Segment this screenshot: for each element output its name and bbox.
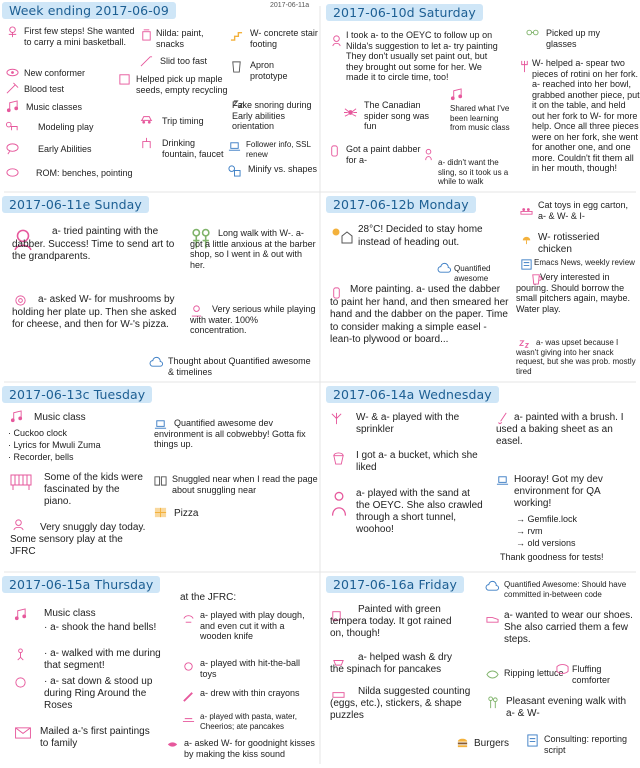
note-kisses: a- asked W- for goodnight kisses by making the kiss sound (184, 738, 315, 759)
note-lyrics: · Lyrics for Mwuli Zuma (8, 440, 101, 450)
music-note-icon (6, 100, 19, 113)
note-pasta: a- played with pasta, water, Cheerios; ate pancakes (200, 712, 297, 731)
note-spinach: a- helped wash & dry the spinach for pancakes (330, 652, 452, 675)
section-week (0, 0, 320, 192)
conformer-icon (6, 66, 19, 79)
note-crayons: a- drew with thin crayons (200, 688, 300, 698)
crawling-baby-icon (6, 120, 19, 133)
note-jfrc: at the JFRC: (180, 592, 237, 603)
walking-icon (14, 648, 27, 661)
note-burgers: Burgers (474, 738, 510, 749)
crayon-icon (182, 690, 195, 703)
laptop-icon (228, 140, 241, 153)
note-music-class: Music class (34, 412, 86, 423)
note-hand-bells: · a- shook the hand bells! (44, 622, 157, 633)
cloud-icon (438, 262, 451, 275)
note-apron: Apron prototype (250, 60, 288, 81)
note-quantified-timelines: Thought about Quantified awesome & timelines (168, 356, 311, 377)
note-rvm: → rvm (516, 526, 543, 536)
note-piano: Some of the kids were fascinated by the piano. (44, 472, 143, 507)
note-old-versions: → old versions (516, 538, 576, 548)
note-comforter: Fluffing comforter (572, 664, 611, 685)
bucket-icon (332, 452, 345, 465)
sand-play-icon (330, 490, 348, 518)
note-rotini: W- helped a- spear two pieces of rotini on her fork. a- reached into her bowl, grabbed another piece, put it on the table, and held out her fork to W- for more help. Once all three pieces were on her fork, she went for another one, and one more. Couldn't fit them all in her mouth, though! (532, 58, 640, 173)
note-counting: Nilda suggested counting (eggs, etc.), stickers, & shape puzzles (330, 686, 471, 721)
note-ring-around: · a- sat down & stood up during Ring Around the Roses (44, 676, 153, 711)
note-green-tempera: Painted with green tempera today. It got rained on, though! (330, 604, 452, 639)
playdough-icon (182, 612, 195, 625)
section-saturday (320, 0, 640, 192)
section-title: 2017-06-15a Thursday (2, 576, 160, 593)
paint-jar-icon (140, 28, 153, 41)
note-blood-test: Blood test (24, 84, 65, 94)
note-hit-the-ball: a- played with hit-the-ball toys (200, 658, 301, 679)
bench-icon (6, 166, 19, 179)
section-title: 2017-06-16a Friday (326, 576, 464, 593)
note-upset: a- was upset because I wasn't giving into her snack request, but she was prob. mostly tired (516, 338, 636, 376)
section-title: 2017-06-12b Monday (326, 196, 476, 213)
ring-icon (14, 676, 27, 689)
sprinkler-icon (330, 412, 343, 425)
note-snuggly: Very snuggly day today. Some sensory play at the JFRC (10, 522, 146, 557)
fountain-icon (140, 136, 153, 149)
note-long-walk: Long walk with W-. a- got a little anxious at the barber shop, so I went in & out with her. (190, 228, 316, 270)
ball-toy-icon (182, 660, 195, 673)
laptop-icon (496, 474, 509, 487)
syringe-icon (6, 82, 19, 95)
note-28c: 28°C! Decided to stay home instead of heading out. (358, 224, 483, 248)
note-conformer: New conformer (24, 68, 86, 78)
note-tests: Thank goodness for tests! (500, 552, 604, 562)
car-icon (140, 112, 153, 125)
section-title: 2017-06-14a Wednesday (326, 386, 499, 403)
baby-steps-icon (6, 26, 19, 39)
note-music-class: Music class (44, 608, 96, 619)
section-monday (320, 192, 640, 382)
note-nilda: Nilda: paint, snacks (156, 28, 204, 49)
report-icon (526, 734, 539, 747)
spider-icon (344, 106, 357, 119)
note-gemfile: → Gemfile.lock (516, 514, 578, 524)
note-fountain: Drinking fountain, faucet (162, 138, 224, 159)
note-cat-toys: Cat toys in egg carton, a- & W- & I- (538, 200, 629, 221)
envelope-icon (14, 726, 32, 739)
piano-icon (10, 474, 32, 490)
sun-house-icon (330, 226, 354, 244)
note-slid: Slid too fast (160, 56, 208, 66)
note-minify: Minify vs. shapes (248, 164, 318, 174)
note-water-play: Very serious while playing with water. 100% concentration. (190, 304, 316, 335)
note-lettuce: Ripping lettuce (504, 668, 564, 678)
burger-icon (456, 736, 469, 749)
section-title: 2017-06-13c Tuesday (2, 386, 152, 403)
note-trip-timing: Trip timing (162, 116, 204, 126)
note-chicken: W- rotisseried chicken (538, 232, 600, 255)
note-sprinkler: W- & a- played with the sprinkler (356, 412, 460, 435)
section-title: 2017-06-11e Sunday (2, 196, 149, 213)
note-walked: · a- walked with me during that segment! (44, 648, 161, 671)
note-maple-seeds: Helped pick up maple seeds, empty recycling (136, 74, 228, 95)
note-dabber-success: a- tried painting with the dabber. Success! Time to send art to the grandparents. (12, 226, 175, 262)
note-oeyc-painting: I took a- to the OEYC to follow up on Nilda's suggestion to let a- try painting They don't usually set paint out, but they brought out some for her. We made it to circle time, too! (346, 30, 498, 82)
section-friday (320, 572, 640, 768)
note-brush: a- painted with a brush. I used a baking sheet as an easel. (496, 412, 624, 447)
recycling-icon (118, 72, 131, 85)
pizza-icon (154, 506, 167, 519)
note-emacs-news: Emacs News, weekly review (534, 258, 635, 267)
note-stair-footing: W- concrete stair footing (250, 28, 318, 49)
section-title: 2017-06-10d Saturday (326, 4, 483, 21)
news-icon (520, 258, 533, 271)
note-recorder: · Recorder, bells (8, 452, 74, 462)
note-play-dough: a- played with play dough, and even cut it with a wooden knife (200, 610, 305, 641)
book-icon (154, 474, 167, 487)
note-bucket: I got a- a bucket, which she liked (356, 450, 478, 473)
slide-icon (140, 54, 153, 67)
note-quantified-awesome: Quantified awesome (454, 264, 491, 283)
family-walk-icon (486, 696, 499, 709)
apron-icon (230, 60, 243, 73)
note-consulting: Consulting: reporting script (544, 734, 628, 755)
note-sand: a- played with the sand at the OEYC. She also crawled through a short tunnel, woohoo! (356, 488, 483, 535)
section-tuesday (0, 382, 320, 572)
section-sunday (0, 192, 320, 382)
note-mushrooms: a- asked W- for mushrooms by holding her plate up. Then she asked for cheese, and then for W-'s pizza. (12, 294, 177, 330)
note-evening-walk: Pleasant evening walk with a- & W- (506, 696, 627, 719)
note-glasses: Picked up my glasses (546, 28, 601, 49)
shoes-icon (486, 612, 499, 625)
egg-carton-icon (520, 204, 533, 217)
section-wednesday (320, 382, 640, 572)
chicken-icon (520, 232, 533, 245)
note-snuggled-near: Snuggled near when I read the page about snuggling near (172, 474, 318, 495)
music-note-icon (14, 608, 27, 621)
note-pizza: Pizza (174, 508, 199, 519)
note-hooray: Hooray! Got my dev environment for QA working! (514, 474, 603, 509)
note-rom: ROM: benches, pointing (36, 168, 133, 178)
stairs-icon (230, 28, 243, 41)
note-follower-info: Follower info, SSL renew (246, 140, 311, 159)
note-first-steps: First few steps! She wanted to carry a mini basketball. (24, 26, 135, 47)
note-shared-music: Shared what I've been learning from music class (450, 104, 510, 132)
music-note-icon (10, 410, 23, 423)
comforter-icon (556, 662, 569, 675)
glasses-icon (526, 26, 539, 39)
shapes-icon (228, 164, 241, 177)
section-thursday (0, 572, 320, 768)
note-cuckoo: · Cuckoo clock (8, 428, 68, 438)
fork-icon (518, 60, 531, 73)
paint-dabber-icon (328, 144, 341, 157)
note-pouring: Very interested in pouring. Should borrow the small pitchers again, maybe. Water play. (516, 272, 631, 314)
note-shoes: a- wanted to wear our shoes. She also carried them a few steps. (504, 610, 633, 645)
date-stamp: 2017-06-11a (270, 2, 310, 9)
pasta-icon (182, 714, 195, 727)
note-spider-song: The Canadian spider song was fun (364, 100, 430, 131)
note-should-commit: Quantified Awesome: Should have committed in-between code (504, 580, 627, 599)
baby-sling-icon (422, 148, 435, 161)
section-title: Week ending 2017-06-09 (2, 2, 176, 19)
note-modeling-play: Modeling play (38, 122, 94, 132)
note-early-abilities: Early Abilities (38, 144, 92, 154)
note-music-classes: Music classes (26, 102, 83, 112)
note-paint-dabber: Got a paint dabber for a- (346, 144, 421, 165)
note-dev-env: Quantified awesome dev environment is all cobwebby! Gotta fix things up. (154, 418, 306, 449)
lettuce-icon (486, 668, 499, 681)
music-note-icon (450, 88, 463, 101)
kiss-icon (166, 738, 179, 751)
cloud-icon (150, 356, 163, 369)
cloud-icon (486, 580, 499, 593)
note-more-painting: More painting. a- used the dabber to paint her hand, and then smeared her hand and the dabber on the paper. Time to consider making a simple easel - lean-to plywood or board... (330, 284, 509, 345)
note-sling: a- didn't want the sling, so it took us a while to walk (438, 158, 509, 186)
note-fake-snoring: Fake snoring during Early abilities orientation (232, 100, 312, 131)
note-mailed: Mailed a-'s first paintings to family (40, 726, 150, 749)
speech-bubble-icon (6, 142, 19, 155)
